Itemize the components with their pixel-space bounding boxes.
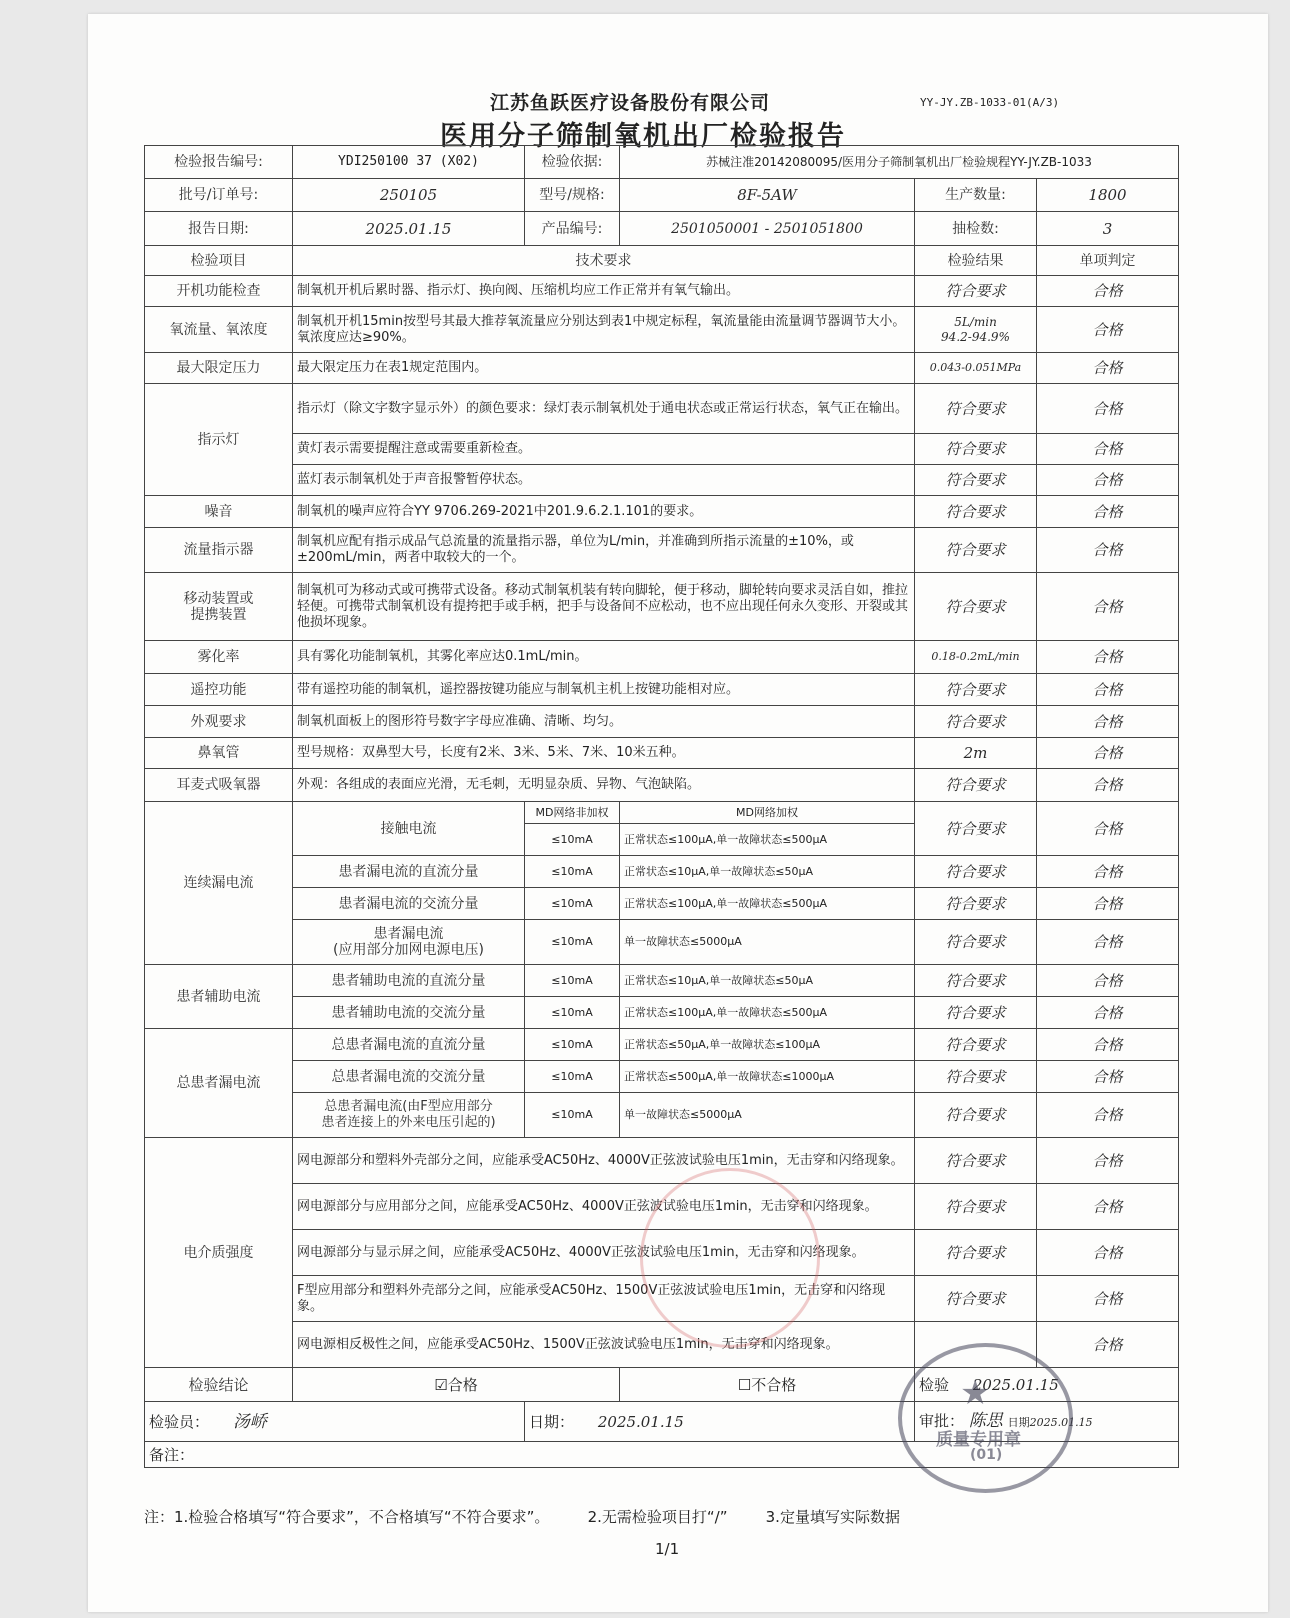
item-cell: 雾化率	[145, 641, 293, 674]
requirement-cell: 最大限定压力在表1规定范围内。	[293, 353, 915, 384]
item-cell: 开机功能检查	[145, 276, 293, 307]
item-cell: 氧流量、氧浓度	[145, 307, 293, 353]
verdict-cell: 合格	[1037, 706, 1179, 738]
leakage-name-cell: 患者辅助电流的直流分量	[293, 965, 525, 997]
table-row	[145, 888, 1179, 920]
inspector-signature: 汤峤	[232, 1411, 267, 1432]
date-label: 报告日期:	[145, 212, 293, 246]
table-row	[145, 706, 1179, 738]
concentration-result: 94.2-94.9%	[941, 329, 1010, 344]
leakage-name-cell	[293, 920, 525, 965]
result-cell: 符合要求	[915, 1276, 1037, 1322]
md-weighted-cell: 单一故障状态≤5000μA	[620, 920, 915, 965]
item-cell	[145, 573, 293, 641]
verdict-cell: 合格	[1037, 307, 1179, 353]
result-cell: 符合要求	[915, 496, 1037, 528]
result-cell: 符合要求	[915, 1061, 1037, 1093]
table-row	[145, 528, 1179, 573]
model-label: 型号/规格:	[525, 179, 620, 212]
md-non-weighted-header: MD网络非加权	[525, 802, 620, 824]
table-row	[145, 384, 1179, 434]
item-line: 提携装置	[190, 606, 247, 623]
md-weighted-cell: 正常状态≤100μA,单一故障状态≤500μA	[620, 824, 915, 856]
verdict-cell: 合格	[1037, 738, 1179, 769]
requirement-cell: 制氧机的噪声应符合YY 9706.269-2021中201.9.6.2.1.101的要求。	[293, 496, 915, 528]
item-cell: 遥控功能	[145, 674, 293, 706]
table-row	[145, 1029, 1179, 1061]
verdict-cell: 合格	[1037, 674, 1179, 706]
info-row	[145, 146, 1179, 179]
remark-cell: 备注：	[145, 1442, 1179, 1468]
verdict-cell: 合格	[1037, 888, 1179, 920]
flow-result: 5L/min	[954, 314, 997, 329]
md-non-weighted-cell: ≤10mA	[525, 824, 620, 856]
result-cell: 2m	[915, 738, 1037, 769]
leakage-name-line: 总患者漏电流(由F型应用部分	[324, 1099, 493, 1114]
qty-label: 生产数量:	[915, 179, 1037, 212]
verdict-cell: 合格	[1037, 573, 1179, 641]
quality-seal-icon	[898, 1343, 1073, 1493]
qty-value: 1800	[1037, 179, 1179, 212]
item-cell: 指示灯	[145, 384, 293, 496]
requirement-cell: 制氧机面板上的图形符号数字字母应准确、清晰、均匀。	[293, 706, 915, 738]
requirement-cell: 制氧机可为移动式或可携带式设备。移动式制氧机装有转向脚轮，便于移动，脚轮转向要求灵活自如，推拉轻便。可携带式制氧机设有提挎把手或手柄，把手与设备间不应松动，也不应出现任何永久变形、开裂或其他损坏现象。	[293, 573, 915, 641]
serial-label: 产品编号:	[525, 212, 620, 246]
basis-value: 苏械注准20142080095/医用分子筛制氧机出厂检验规程YY-JY.ZB-1033	[620, 146, 1179, 179]
column-header-row	[145, 246, 1179, 276]
requirement-cell: 外观：各组成的表面应光滑，无毛刺，无明显杂质、异物、气泡缺陷。	[293, 769, 915, 802]
item-cell: 噪音	[145, 496, 293, 528]
requirement-cell: 制氧机应配有指示成品气总流量的流量指示器，单位为L/min，并准确到所指示流量的±10%，或±200mL/min，两者中取较大的一个。	[293, 528, 915, 573]
requirement-cell: 指示灯（除文字数字显示外）的颜色要求：绿灯表示制氧机处于通电状态或正常运行状态，氧气正在输出。	[293, 384, 915, 434]
result-cell: 符合要求	[915, 997, 1037, 1029]
md-weighted-cell: 正常状态≤500μA,单一故障状态≤1000μA	[620, 1061, 915, 1093]
result-cell: 符合要求	[915, 1184, 1037, 1230]
requirement-cell: 制氧机开机后累时器、指示灯、换向阀、压缩机均应工作正常并有氧气输出。	[293, 276, 915, 307]
table-row	[145, 769, 1179, 802]
requirement-cell: 具有雾化功能制氧机，其雾化率应达0.1mL/min。	[293, 641, 915, 674]
verdict-cell: 合格	[1037, 276, 1179, 307]
table-row	[145, 573, 1179, 641]
result-cell: 符合要求	[915, 384, 1037, 434]
table-row	[145, 1061, 1179, 1093]
verdict-cell: 合格	[1037, 1029, 1179, 1061]
approve-signature: 陈思	[968, 1410, 1003, 1431]
sample-value: 3	[1037, 212, 1179, 246]
verdict-cell: 合格	[1037, 353, 1179, 384]
verdict-cell: 合格	[1037, 856, 1179, 888]
requirement-cell: F型应用部分和塑料外壳部分之间，应能承受AC50Hz、1500V正弦波试验电压1min，无击穿和闪络现象。	[293, 1276, 915, 1322]
verdict-cell: 合格	[1037, 1230, 1179, 1276]
requirement-cell: 网电源部分与显示屏之间，应能承受AC50Hz、4000V正弦波试验电压1min，无击穿和闪络现象。	[293, 1230, 915, 1276]
verdict-cell: 合格	[1037, 1061, 1179, 1093]
date-value: 2025.01.15	[293, 212, 525, 246]
verdict-cell: 合格	[1037, 965, 1179, 997]
info-row	[145, 179, 1179, 212]
verdict-cell: 合格	[1037, 465, 1179, 496]
verdict-cell: 合格	[1037, 434, 1179, 465]
batch-label: 批号/订单号:	[145, 179, 293, 212]
table-row	[145, 307, 1179, 353]
result-cell: 符合要求	[915, 434, 1037, 465]
result-cell: 符合要求	[915, 802, 1037, 856]
table-row	[145, 276, 1179, 307]
verdict-cell: 合格	[1037, 384, 1179, 434]
md-weighted-cell: 正常状态≤50μA,单一故障状态≤100μA	[620, 1029, 915, 1061]
requirement-cell: 带有遥控功能的制氧机，遥控器按键功能应与制氧机主机上按键功能相对应。	[293, 674, 915, 706]
footnote-1: 注：1.检验合格填写“符合要求”，不合格填写“不符合要求”。	[144, 1508, 550, 1526]
red-stamp-icon	[640, 1168, 820, 1348]
seal-text: 质量专用章	[936, 1430, 1021, 1450]
table-row	[145, 1093, 1179, 1138]
md-non-weighted-cell: ≤10mA	[525, 997, 620, 1029]
item-cell: 最大限定压力	[145, 353, 293, 384]
leakage-subheader-row	[145, 802, 1179, 824]
footnote-3: 3.定量填写实际数据	[765, 1508, 900, 1526]
batch-value: 250105	[293, 179, 525, 212]
basis-label: 检验依据:	[525, 146, 620, 179]
check-date-value: 2025.01.15	[972, 1375, 1059, 1394]
leakage-group-auxiliary: 患者辅助电流	[145, 965, 293, 1029]
requirement-cell: 蓝灯表示制氧机处于声音报警暂停状态。	[293, 465, 915, 496]
item-cell: 外观要求	[145, 706, 293, 738]
approve-label: 审批：	[919, 1411, 965, 1430]
requirement-cell: 制氧机开机15min按型号其最大推荐氧流量应分别达到表1中规定标程，氧流量能由流量调节器调节大小。氧浓度应达≥90%。	[293, 307, 915, 353]
verdict-cell: 合格	[1037, 997, 1179, 1029]
verdict-cell: 合格	[1037, 1322, 1179, 1368]
info-row	[145, 212, 1179, 246]
verdict-cell: 合格	[1037, 528, 1179, 573]
result-cell: 符合要求	[915, 1230, 1037, 1276]
result-cell: 符合要求	[915, 706, 1037, 738]
footnote-2: 2.无需检验项目打“/”	[587, 1508, 728, 1526]
md-weighted-header: MD网络加权	[620, 802, 915, 824]
verdict-cell: 合格	[1037, 1093, 1179, 1138]
page-title: 医用分子筛制氧机出厂检验报告	[440, 121, 846, 152]
result-cell: 符合要求	[915, 276, 1037, 307]
md-weighted-cell: 单一故障状态≤5000μA	[620, 1093, 915, 1138]
result-cell: 符合要求	[915, 1138, 1037, 1184]
leakage-name-line: 患者连接上的外来电压引起的)	[321, 1115, 496, 1130]
leakage-name-cell: 患者漏电流的直流分量	[293, 856, 525, 888]
md-non-weighted-cell: ≤10mA	[525, 1093, 620, 1138]
table-row	[145, 965, 1179, 997]
verdict-cell: 合格	[1037, 496, 1179, 528]
serial-value: 2501050001 - 2501051800	[620, 212, 915, 246]
table-row	[145, 997, 1179, 1029]
header-item: 检验项目	[145, 246, 293, 276]
seal-star-icon: ★	[960, 1373, 991, 1413]
conclusion-label: 检验结论	[145, 1368, 293, 1402]
table-row	[145, 738, 1179, 769]
leakage-name-cell: 患者漏电流的交流分量	[293, 888, 525, 920]
check-date-label: 检验	[919, 1375, 950, 1394]
md-non-weighted-cell: ≤10mA	[525, 856, 620, 888]
table-row	[145, 465, 1179, 496]
result-cell	[915, 307, 1037, 353]
sign-date-label: 日期：	[529, 1412, 575, 1431]
report-no-label: 检验报告编号:	[145, 146, 293, 179]
requirement-cell: 型号规格：双鼻型大号，长度有2米、3米、5米、7米、10米五种。	[293, 738, 915, 769]
md-non-weighted-cell: ≤10mA	[525, 1061, 620, 1093]
md-non-weighted-cell: ≤10mA	[525, 1029, 620, 1061]
leakage-group-continuous: 连续漏电流	[145, 802, 293, 965]
table-row	[145, 1138, 1179, 1184]
header-tech: 技术要求	[293, 246, 915, 276]
md-non-weighted-cell: ≤10mA	[525, 888, 620, 920]
leakage-group-total: 总患者漏电流	[145, 1029, 293, 1138]
verdict-cell: 合格	[1037, 769, 1179, 802]
verdict-cell: 合格	[1037, 1276, 1179, 1322]
md-weighted-cell: 正常状态≤100μA,单一故障状态≤500μA	[620, 997, 915, 1029]
page-number: 1/1	[655, 1540, 680, 1558]
leakage-name-cell	[293, 1093, 525, 1138]
pass-option: ☑合格	[293, 1368, 620, 1402]
item-line: 移动装置或	[183, 590, 254, 607]
document-code: YY-JY.ZB-1033-01(A/3)	[920, 96, 1060, 109]
requirement-cell: 网电源部分与应用部分之间，应能承受AC50Hz、4000V正弦波试验电压1min，无击穿和闪络现象。	[293, 1184, 915, 1230]
table-row	[145, 856, 1179, 888]
md-non-weighted-cell: ≤10mA	[525, 920, 620, 965]
table-row	[145, 496, 1179, 528]
item-cell: 鼻氧管	[145, 738, 293, 769]
md-weighted-cell: 正常状态≤100μA,单一故障状态≤500μA	[620, 888, 915, 920]
verdict-cell: 合格	[1037, 641, 1179, 674]
md-weighted-cell: 正常状态≤10μA,单一故障状态≤50μA	[620, 965, 915, 997]
model-value: 8F-5AW	[620, 179, 915, 212]
table-row	[145, 674, 1179, 706]
verdict-cell: 合格	[1037, 1184, 1179, 1230]
inspector-label: 检验员：	[149, 1412, 210, 1431]
fail-option: ☐不合格	[620, 1368, 915, 1402]
item-cell: 耳麦式吸氧器	[145, 769, 293, 802]
result-cell: 符合要求	[915, 1029, 1037, 1061]
result-cell: 0.043-0.051MPa	[915, 353, 1037, 384]
approve-date-value: 2025.01.15	[1029, 1415, 1093, 1429]
footnote	[144, 1506, 900, 1527]
result-cell: 符合要求	[915, 573, 1037, 641]
result-cell: 符合要求	[915, 769, 1037, 802]
header-verdict: 单项判定	[1037, 246, 1179, 276]
result-cell: 符合要求	[915, 888, 1037, 920]
leakage-name-line: 患者漏电流	[373, 926, 444, 942]
header-result: 检验结果	[915, 246, 1037, 276]
md-weighted-cell: 正常状态≤10μA,单一故障状态≤50μA	[620, 856, 915, 888]
sign-date-value: 2025.01.15	[597, 1412, 684, 1431]
table-row	[145, 920, 1179, 965]
company-name: 江苏鱼跃医疗设备股份有限公司	[490, 92, 771, 114]
result-cell: 符合要求	[915, 674, 1037, 706]
result-cell: 符合要求	[915, 920, 1037, 965]
result-cell: 0.18-0.2mL/min	[915, 641, 1037, 674]
requirement-cell: 网电源部分和塑料外壳部分之间，应能承受AC50Hz、4000V正弦波试验电压1min，无击穿和闪络现象。	[293, 1138, 915, 1184]
requirement-cell: 黄灯表示需要提醒注意或需要重新检查。	[293, 434, 915, 465]
leakage-name-line: (应用部分加网电源电压)	[333, 942, 484, 958]
md-non-weighted-cell: ≤10mA	[525, 965, 620, 997]
approve-date-label: 日期	[1007, 1415, 1030, 1429]
result-cell: 符合要求	[915, 528, 1037, 573]
result-cell: 符合要求	[915, 465, 1037, 496]
leakage-name-cell: 总患者漏电流的直流分量	[293, 1029, 525, 1061]
result-cell: 符合要求	[915, 965, 1037, 997]
leakage-name-cell: 总患者漏电流的交流分量	[293, 1061, 525, 1093]
result-cell: 符合要求	[915, 1093, 1037, 1138]
item-cell: 电介质强度	[145, 1138, 293, 1368]
sample-label: 抽检数:	[915, 212, 1037, 246]
leakage-name-cell: 接触电流	[293, 802, 525, 856]
table-row	[145, 434, 1179, 465]
verdict-cell: 合格	[1037, 1138, 1179, 1184]
report-no-value: YDI250100 37 (X02)	[293, 146, 525, 179]
result-cell: 符合要求	[915, 856, 1037, 888]
inspector-cell	[145, 1402, 525, 1442]
leakage-name-cell: 患者辅助电流的交流分量	[293, 997, 525, 1029]
table-row	[145, 353, 1179, 384]
verdict-cell: 合格	[1037, 920, 1179, 965]
seal-code: (01)	[970, 1447, 1003, 1463]
sign-date-cell	[525, 1402, 915, 1442]
verdict-cell: 合格	[1037, 802, 1179, 856]
requirement-cell: 网电源相反极性之间，应能承受AC50Hz、1500V正弦波试验电压1min，无击穿和闪络现象。	[293, 1322, 915, 1368]
item-cell: 流量指示器	[145, 528, 293, 573]
table-row	[145, 641, 1179, 674]
